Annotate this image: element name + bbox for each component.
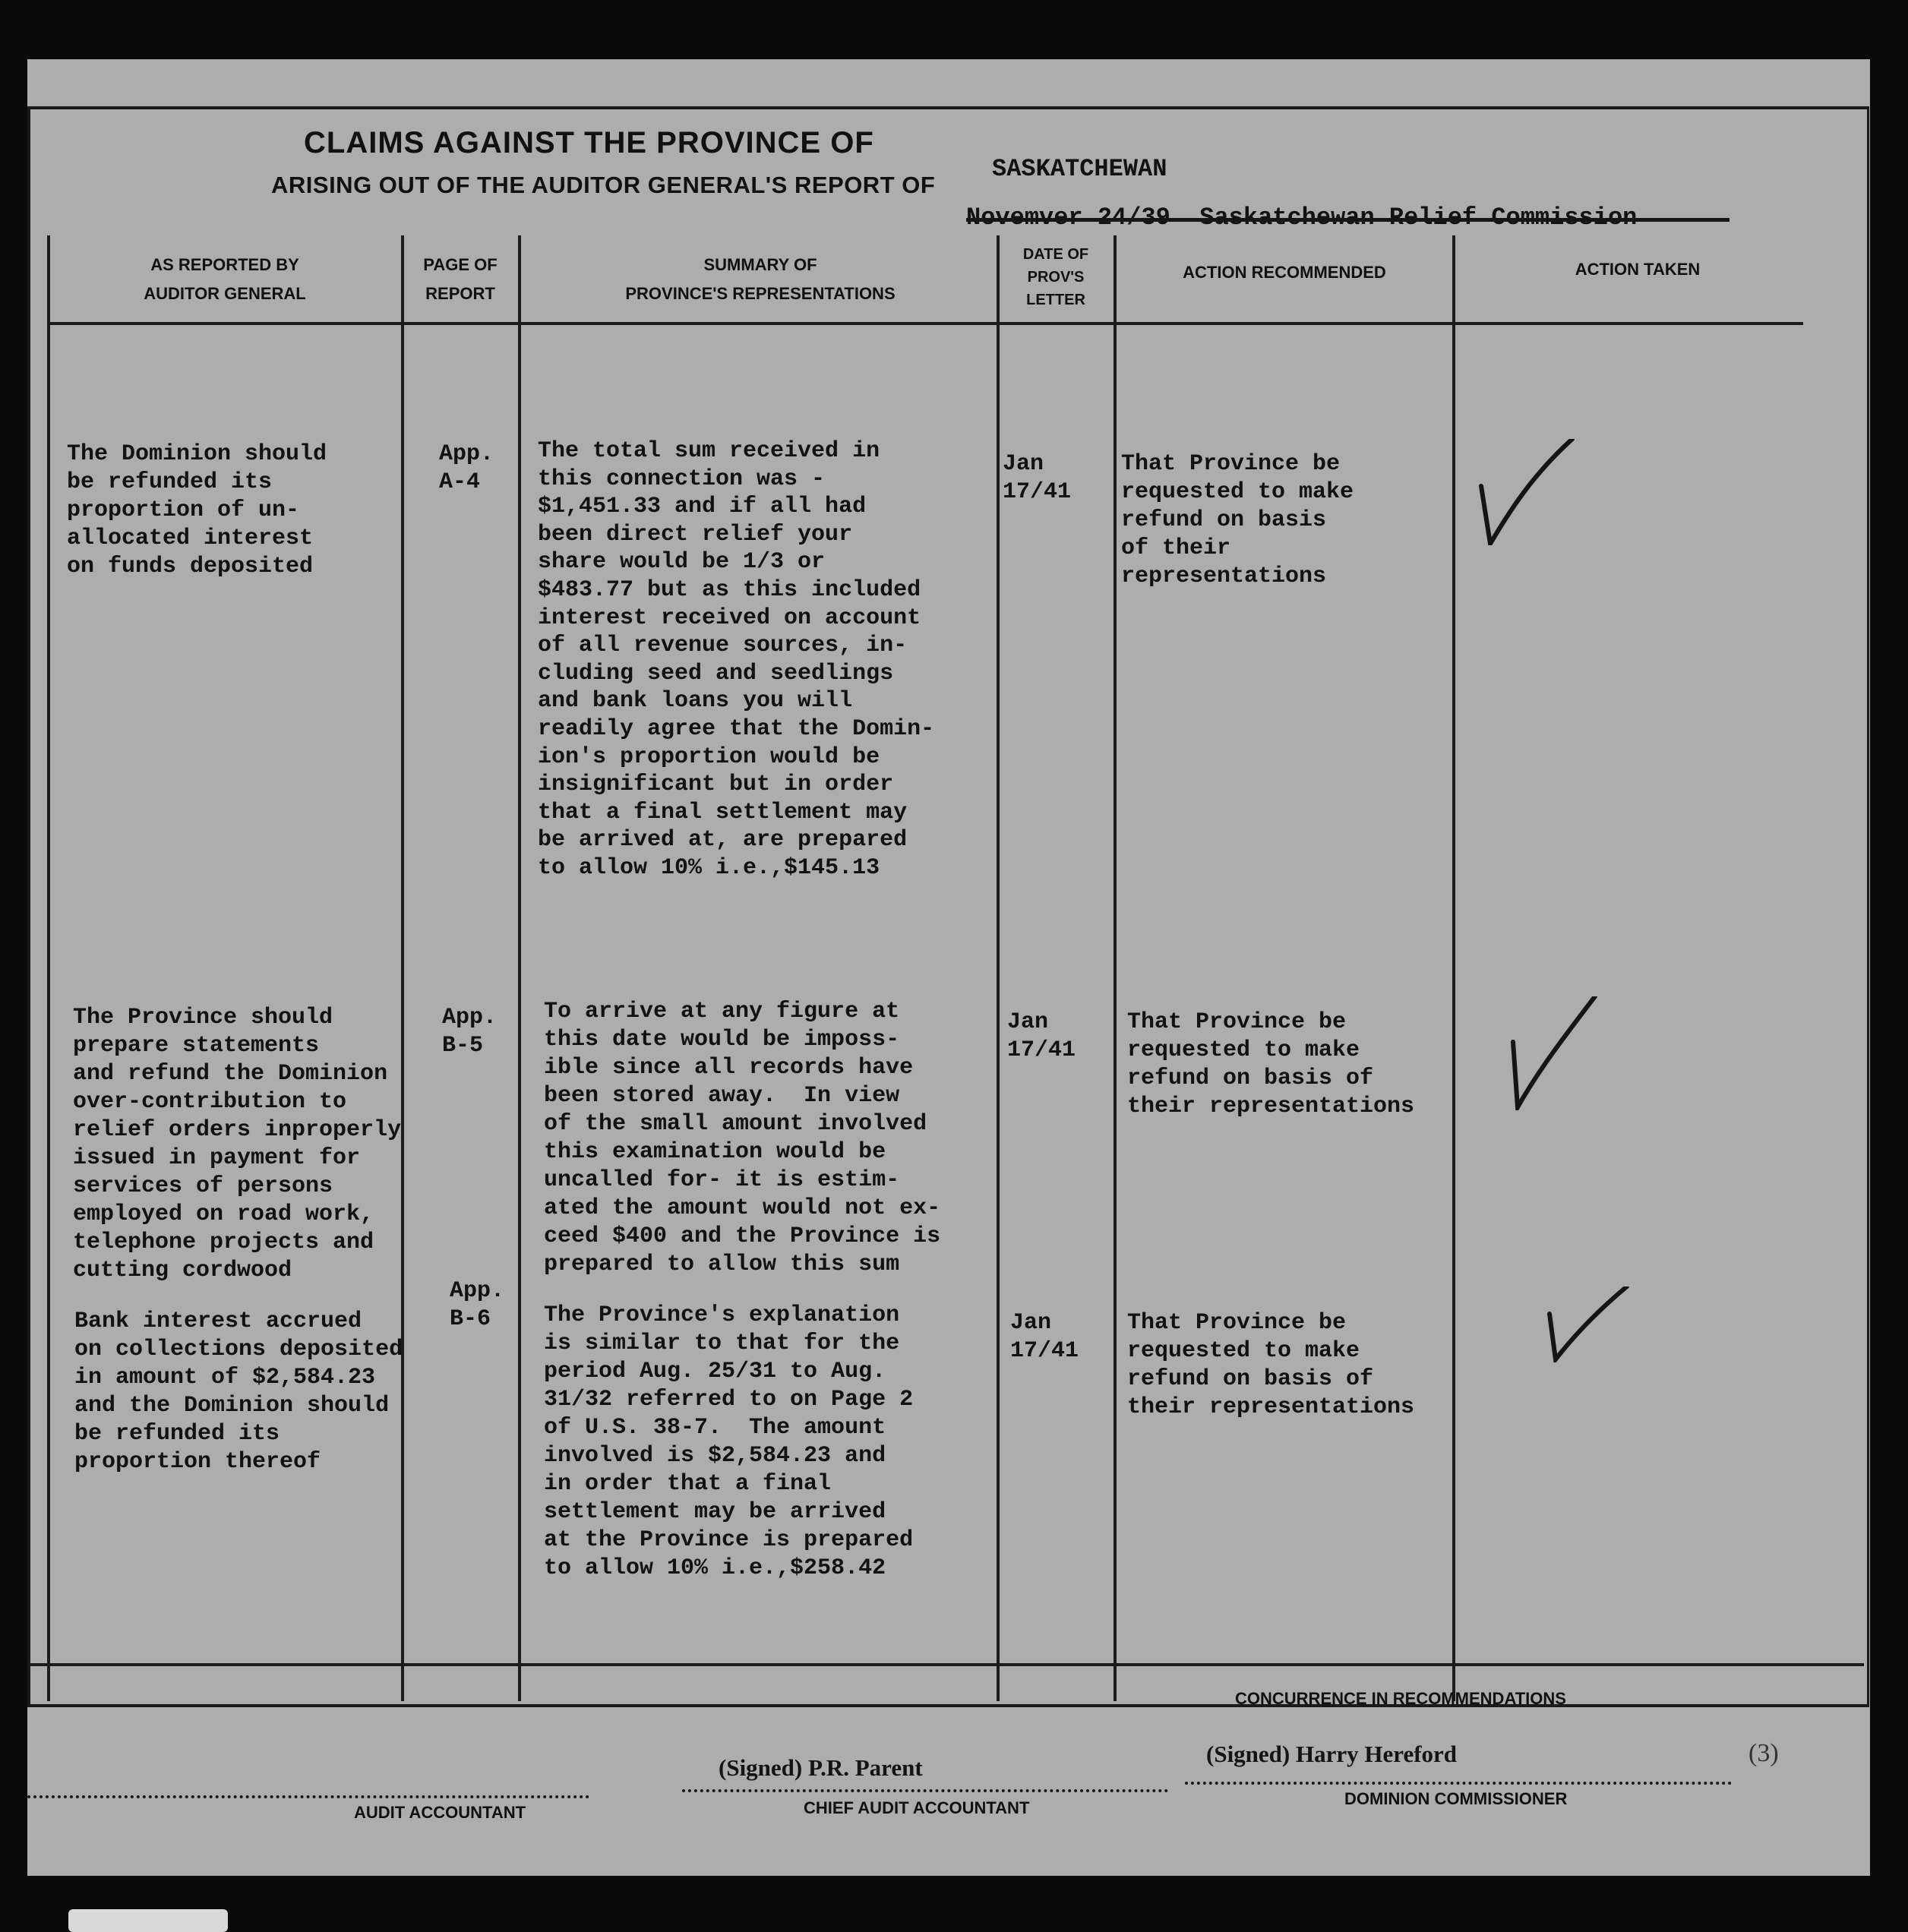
row2-date: Jan 17/41 xyxy=(1007,1009,1076,1063)
column-rule xyxy=(47,235,50,1701)
signature-line xyxy=(1185,1782,1732,1785)
row3-summary: The Province's explanation is similar to that for the period Aug. 25/31 to Aug. 31/32 referred to on Page 2 of U.S. 38-7. The amount involved is $2,584.23 and in order that a final settlement may be arrived at the Province is prepared to allow 10% i.e.,$258.42 xyxy=(544,1302,914,1581)
col-header-summary: SUMMARY OF PROVINCE'S REPRESENTATIONS xyxy=(625,255,896,303)
row3-page: App. B-6 xyxy=(450,1278,505,1332)
chief-signature: (Signed) P.R. Parent xyxy=(719,1754,923,1781)
row2-summary: To arrive at any figure at this date would be imposs- ible since all records have been stored away. In view of the small amount involved this examination would be uncalled for- it is estim- ated the amount would not ex- ceed $400 and the Province is prepared to allow this sum xyxy=(544,999,941,1277)
dominion-commissioner-label: DOMINION COMMISSIONER xyxy=(1344,1789,1568,1808)
row2-recommended: That Province be requested to make refund on basis of their representations xyxy=(1127,1009,1415,1119)
microfilm-tab xyxy=(68,1909,228,1932)
row3-recommended: That Province be requested to make refund on basis of their representations xyxy=(1127,1310,1415,1420)
commissioner-signature: (Signed) Harry Hereford xyxy=(1206,1741,1458,1767)
checkmark-icon xyxy=(1507,996,1598,1110)
header-rule xyxy=(47,322,1803,325)
signature-line xyxy=(27,1795,589,1798)
column-rule xyxy=(401,235,404,1701)
audit-accountant-label: AUDIT ACCOUNTANT xyxy=(354,1803,526,1822)
row3-date: Jan 17/41 xyxy=(1010,1310,1079,1364)
col-header-page: PAGE OF REPORT xyxy=(423,255,498,303)
column-rule xyxy=(997,235,1000,1701)
row1-reported: The Dominion should be refunded its proportion of un- allocated interest on funds deposited xyxy=(67,441,327,579)
document-sheet xyxy=(27,59,1870,1876)
col-header-taken: ACTION TAKEN xyxy=(1575,260,1701,279)
column-rule xyxy=(518,235,521,1701)
row2-reported: The Province should prepare statements and refund the Dominion over-contribution to relief orders inproperly issued in payment for services of persons employed on road work, telephone projects and cutting cordwood xyxy=(73,1005,402,1283)
title-line-2: ARISING OUT OF THE AUDITOR GENERAL'S REPORT OF xyxy=(271,172,936,198)
col-header-date: DATE OF PROV'S LETTER xyxy=(1022,246,1089,308)
col-header-reported: AS REPORTED BY AUDITOR GENERAL xyxy=(144,255,306,303)
row3-reported: Bank interest accrued on collections deposited in amount of $2,584.23 and the Dominion should be refunded its proportion thereof xyxy=(74,1309,403,1475)
row1-date: Jan 17/41 xyxy=(1003,451,1072,505)
row2-page: App. B-5 xyxy=(442,1005,498,1059)
row1-recommended: That Province be requested to make refund on basis of their representations xyxy=(1121,451,1354,589)
footer-rule xyxy=(27,1663,1864,1666)
province-name: SASKATCHEWAN xyxy=(992,155,1167,183)
column-rule xyxy=(1452,235,1455,1701)
row1-summary: The total sum received in this connection was - $1,451.33 and if all had been direct relief your share would be 1/3 or $483.77 but as this included interest received on account of all revenue sources, in- cluding seed and seedlings and bank loans you will readily agree that the Domin- ion's proportion would be insignificant but in order that a final settlement may be arrived at, are prepared to allow 10% i.e.,$145.13 xyxy=(538,438,935,881)
checkmark-icon xyxy=(1470,439,1577,545)
col-header-recommended: ACTION RECOMMENDED xyxy=(1183,263,1386,282)
title-line-1: CLAIMS AGAINST THE PROVINCE OF xyxy=(304,126,874,159)
signature-line xyxy=(682,1789,1168,1792)
column-rule xyxy=(1114,235,1117,1701)
checkmark-icon xyxy=(1546,1286,1630,1362)
page-number: (3) xyxy=(1748,1739,1779,1767)
row1-page: App. A-4 xyxy=(439,441,494,495)
chief-audit-accountant-label: CHIEF AUDIT ACCOUNTANT xyxy=(804,1798,1030,1817)
subtitle-strikethrough xyxy=(966,218,1730,222)
concurrence-heading: CONCURRENCE IN RECOMMENDATIONS xyxy=(1235,1689,1566,1708)
